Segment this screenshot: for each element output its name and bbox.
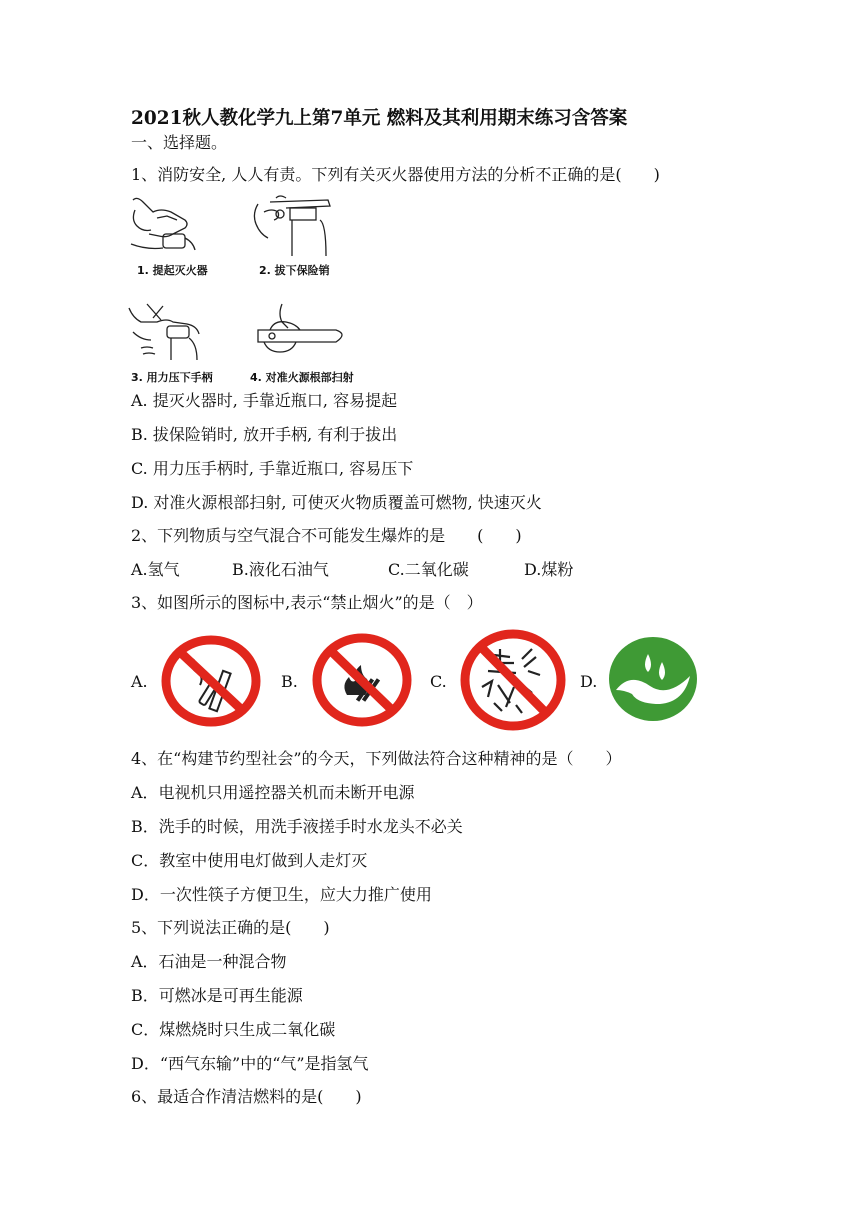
question-2-option-c: C.二氧化碳 [388,560,469,579]
question-5-option-b: B．可燃冰是可再生能源 [131,986,303,1005]
no-smoking-sign-icon [158,633,264,729]
question-1-option-a: A. 提灭火器时, 手靠近瓶口, 容易提起 [131,391,398,410]
fig-caption-2: 2. 拔下保险销 [259,264,330,277]
water-saving-sign-icon [608,636,698,722]
question-4-option-b: B．洗手的时候，用洗手液搓手时水龙头不必关 [131,817,463,836]
question-2-stem: 2、下列物质与空气混合不可能发生爆炸的是 ( ) [131,526,522,545]
question-1-stem: 1、消防安全, 人人有责。下列有关灭火器使用方法的分析不正确的是( ) [131,165,660,184]
pull-pin-figure-icon [250,194,340,258]
question-6-stem: 6、最适合作清洁燃料的是( ) [131,1087,362,1106]
sign-label-b: B. [281,672,298,691]
question-3-stem: 3、如图所示的图标中,表示“禁止烟火”的是（ ） [131,593,483,612]
spray-base-figure-icon [252,300,352,364]
sign-label-a: A. [131,672,148,691]
question-2-option-d: D.煤粉 [524,560,574,579]
no-fireworks-sign-icon [458,627,568,733]
question-5-stem: 5、下列说法正确的是( ) [131,918,330,937]
document-title: 2021秋人教化学九上第7单元 燃料及其利用期末练习含答案 [131,108,628,129]
question-4-stem: 4、在“构建节约型社会”的今天，下列做法符合这种精神的是（ ） [131,749,622,768]
press-handle-figure-icon [127,300,207,364]
fig-caption-3: 3. 用力压下手柄 [131,371,213,384]
question-4-option-a: A．电视机只用遥控器关机而未断开电源 [131,783,415,802]
lift-extinguisher-figure-icon [127,194,197,254]
question-4-option-d: D．一次性筷子方便卫生，应大力推广使用 [131,885,432,904]
fig-caption-1: 1. 提起灭火器 [137,264,208,277]
fig-caption-4: 4. 对准火源根部扫射 [250,371,354,384]
question-1-option-c: C. 用力压手柄时, 手靠近瓶口, 容易压下 [131,459,414,478]
section-heading: 一、选择题。 [131,133,228,152]
question-5-option-a: A．石油是一种混合物 [131,952,287,971]
sign-label-d: D. [580,672,598,691]
question-2-option-a: A.氢气 [131,560,180,579]
question-1-option-b: B. 拔保险销时, 放开手柄, 有利于拔出 [131,425,398,444]
question-4-option-c: C．教室中使用电灯做到人走灯灭 [131,851,368,870]
question-5-option-c: C．煤燃烧时只生成二氧化碳 [131,1020,336,1039]
sign-label-c: C. [430,672,447,691]
no-burning-matches-sign-icon [309,631,415,729]
question-2-option-b: B.液化石油气 [232,560,329,579]
question-5-option-d: D．“西气东输”中的“气”是指氢气 [131,1054,369,1073]
question-1-option-d: D. 对准火源根部扫射, 可使灭火物质覆盖可燃物, 快速灭火 [131,493,542,512]
